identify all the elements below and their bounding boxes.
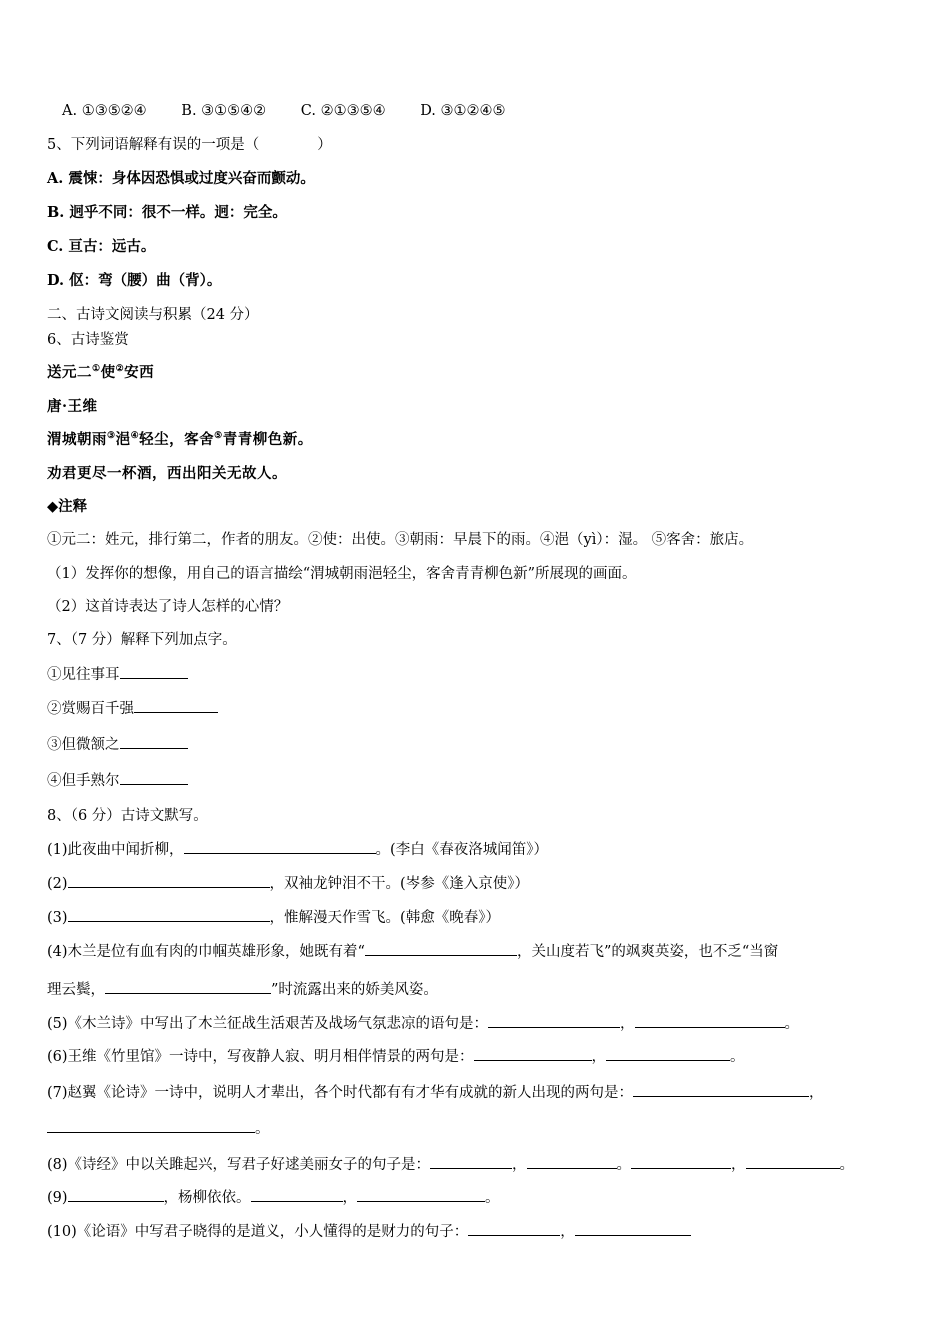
q8-text: ，	[731, 1157, 746, 1173]
q8-text: (9)	[47, 1190, 68, 1206]
note-marker: ④	[130, 431, 140, 442]
answer-blank[interactable]	[105, 979, 271, 994]
q7-item-text: ③但微颔之	[47, 737, 120, 753]
answer-blank[interactable]	[631, 1154, 731, 1169]
q8-text: ，	[591, 1049, 607, 1065]
answer-blank[interactable]	[365, 941, 517, 956]
q8-text: 理云鬓，	[47, 982, 105, 998]
q4-option-b: B. ③①⑤④②	[181, 103, 267, 119]
answer-blank[interactable]	[120, 664, 188, 679]
q8-text: ，杨柳依依。	[163, 1190, 251, 1206]
poem-line-1	[47, 430, 313, 450]
answer-blank[interactable]	[68, 1187, 164, 1202]
answer-blank[interactable]	[474, 1046, 592, 1061]
q8-text: ，关山度若飞”的飒爽英姿，也不乏“当窗	[516, 944, 779, 960]
note-marker: ①	[92, 364, 101, 375]
q8-text: ，	[342, 1190, 358, 1206]
answer-blank[interactable]	[633, 1082, 809, 1097]
q8-item-9	[47, 1187, 500, 1208]
q8-text: (5)《木兰诗》中写出了木兰征战生活艰苦及战场气氛悲凉的语句是：	[47, 1016, 489, 1032]
q8-text: (10)《论语》中写君子晓得的是道义，小人懂得的是财力的句子：	[47, 1224, 469, 1240]
q8-text: ，惟解漫天作雪飞。(韩愈《晚春》）	[269, 910, 500, 926]
q8-text: 。	[839, 1157, 855, 1173]
q8-text: (8)《诗经》中以关雎起兴，写君子好逑美丽女子的句子是：	[47, 1157, 431, 1173]
q5-stem	[47, 135, 332, 155]
poem-author: 唐·王维	[47, 398, 98, 415]
q4-option-c: C. ②①③⑤④	[300, 103, 386, 119]
q4-options	[62, 101, 536, 121]
q8-item-2	[47, 873, 529, 894]
q6-sub-1: （1）发挥你的想像，用自己的语言描绘“渭城朝雨浥轻尘，客舍青青柳色新”所展现的画面。	[47, 566, 637, 582]
answer-blank[interactable]	[120, 770, 188, 785]
q7-item-2	[47, 698, 218, 719]
note-marker: ③	[107, 431, 116, 442]
q5-stem-text: 5、下列词语解释有误的一项是（	[47, 137, 260, 153]
q7-item-text: ②赏赐百千强	[47, 701, 134, 717]
q7-item-1	[47, 664, 188, 685]
answer-blank[interactable]	[68, 873, 270, 888]
q8-text: ，	[809, 1085, 824, 1101]
q7-item-text: ①见往事耳	[47, 667, 120, 683]
note-marker: ②	[115, 364, 125, 375]
q5-option-c: C. 亘古：远古。	[47, 238, 156, 255]
q8-text: (2)	[47, 876, 68, 892]
answer-blank[interactable]	[575, 1221, 691, 1236]
poem-title	[47, 363, 154, 383]
answer-blank[interactable]	[251, 1187, 343, 1202]
poem-text: 浥	[115, 431, 131, 448]
answer-blank[interactable]	[184, 839, 376, 854]
q6-sub-2: （2）这首诗表达了诗人怎样的心情？	[47, 599, 289, 615]
q8-text: ，双袖龙钟泪不干。(岑参《逢入京使》）	[269, 876, 529, 892]
q8-item-7-line-2	[47, 1118, 270, 1139]
q8-item-6	[47, 1046, 745, 1067]
q8-text: ”时流露出来的娇美风姿。	[271, 982, 438, 998]
q4-option-d: D. ③①②④⑤	[420, 103, 506, 119]
note-marker: ⑤	[214, 431, 223, 442]
q5-option-a: A. 震悚：身体因恐惧或过度兴奋而颤动。	[47, 170, 315, 187]
q8-item-4-line-1	[47, 941, 778, 962]
answer-blank[interactable]	[635, 1013, 785, 1028]
q5-stem-close: ）	[317, 137, 332, 153]
answer-blank[interactable]	[488, 1013, 620, 1028]
q5-option-d: D. 伛：弯（腰）曲（背）。	[47, 272, 222, 289]
q8-item-7-line-1	[47, 1082, 824, 1103]
q8-item-10	[47, 1221, 691, 1242]
answer-blank[interactable]	[468, 1221, 560, 1236]
q7-item-text: ④但手熟尔	[47, 773, 120, 789]
answer-blank[interactable]	[120, 734, 188, 749]
poem-text: 青青柳色新。	[222, 431, 313, 448]
answer-blank[interactable]	[357, 1187, 485, 1202]
q8-text: 。	[730, 1049, 745, 1065]
poem-text: 渭城朝雨	[47, 431, 107, 448]
q7-item-4	[47, 770, 188, 791]
q8-item-8	[47, 1154, 854, 1175]
q8-text: (3)	[47, 910, 68, 926]
poem-title-part: 使	[100, 364, 116, 381]
q7-title: 7、（7 分）解释下列加点字。	[47, 632, 237, 648]
q8-text: 。	[784, 1016, 800, 1032]
q8-item-1	[47, 839, 548, 860]
poem-title-part: 安西	[124, 364, 155, 381]
q8-text: (1)此夜曲中闻折柳，	[47, 842, 184, 858]
q7-item-3	[47, 734, 188, 755]
q8-text: (6)王维《竹里馆》一诗中，写夜静人寂、明月相伴情景的两句是：	[47, 1049, 474, 1065]
q6-title: 6、古诗鉴赏	[47, 332, 129, 348]
q8-text: ，	[512, 1157, 527, 1173]
answer-blank[interactable]	[134, 698, 218, 713]
q8-title: 8、（6 分）古诗文默写。	[47, 808, 208, 824]
q8-text: ，	[620, 1016, 635, 1032]
q8-item-3	[47, 907, 500, 928]
q5-option-b: B. 迥乎不同：很不一样。迥：完全。	[47, 204, 287, 221]
poem-notes: ①元二：姓元，排行第二，作者的朋友。②使：出使。③朝雨：早晨下的雨。④浥（yì）：湿。 ⑤客舍：旅店。	[47, 532, 754, 548]
answer-blank[interactable]	[746, 1154, 840, 1169]
answer-blank[interactable]	[47, 1118, 255, 1133]
q8-text: (4)木兰是位有血有肉的巾帼英雄形象，她既有着“	[47, 944, 365, 960]
answer-blank[interactable]	[606, 1046, 730, 1061]
q8-text: 。	[485, 1190, 500, 1206]
q8-item-5	[47, 1013, 799, 1034]
poem-text: 轻尘，客舍	[139, 431, 215, 448]
q4-option-a: A. ①③⑤②④	[62, 103, 147, 119]
notes-title: ◆注释	[47, 498, 88, 515]
q8-item-4-line-2	[47, 979, 438, 1000]
answer-blank[interactable]	[68, 907, 270, 922]
poem-title-part: 送元二	[47, 364, 92, 381]
q8-text: (7)赵翼《论诗》一诗中，说明人才辈出，各个时代都有有才华有成就的新人出现的两句是：	[47, 1085, 634, 1101]
q8-text: 。	[616, 1157, 632, 1173]
section2-title: 二、古诗文阅读与积累（24 分）	[47, 307, 259, 323]
q8-text: 。(李白《春夜洛城闻笛》）	[375, 842, 548, 858]
q8-text: 。	[255, 1121, 270, 1137]
answer-blank[interactable]	[430, 1154, 512, 1169]
answer-blank[interactable]	[527, 1154, 617, 1169]
q8-text: ，	[560, 1224, 575, 1240]
poem-line-2: 劝君更尽一杯酒，西出阳关无故人。	[47, 465, 287, 482]
